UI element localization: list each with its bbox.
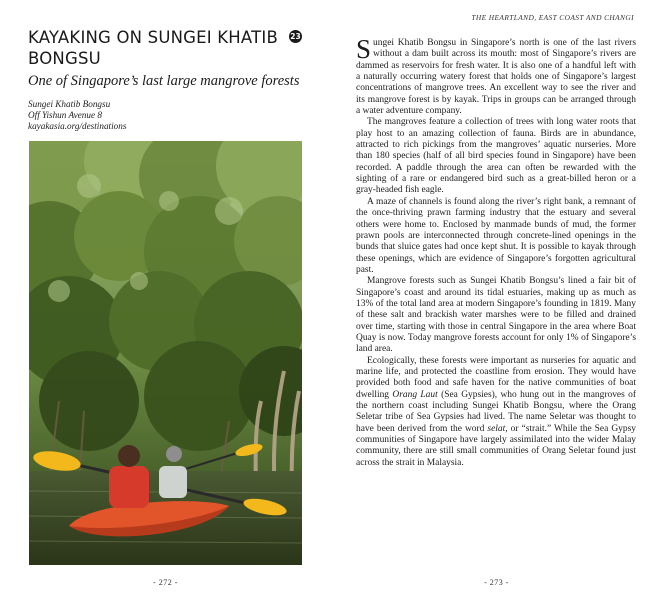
paragraph-4: Mangrove forests such as Sungei Khatib Bongsu’s lined a fair bit of Singapore’s coast and around its tidal estuaries, making up as much as 13% of the total land area at modern Singapore’s founding in 1819. Many of these salt and brackish water marshes were to be filled and drained over time, starting with those in central Singapore in the area where Boat Quay is now. Today mangrove forests account for only 1% of Singapore’s land area. bbox=[356, 276, 636, 355]
body-text bbox=[356, 34, 637, 469]
paragraph-1-text: ungei Khatib Bongsu in Singapore’s north is one of the last rivers without a dam built across its mouth: most of Singapore’s rivers are dammed as reservoirs for fresh water. It is also one of a handful left with a naturally occurring watery forest that holds one of Singapore’s largest concentrations of mangrove trees. An excellent way to see the river and its mangrove forest is by kayak. Trips in groups can be arranged through a water adventure company. bbox=[356, 38, 636, 117]
page-title: KAYAKING ON SUNGEI KHATIB BONGSU bbox=[28, 28, 278, 68]
entry-number-badge: 23 bbox=[290, 32, 301, 41]
address-line-website: kayakasia.org/destinations bbox=[28, 121, 127, 132]
address-block bbox=[28, 99, 228, 133]
page-number-right: - 273 - bbox=[484, 578, 509, 587]
drop-cap: S bbox=[356, 34, 372, 64]
paragraph-1 bbox=[356, 34, 636, 117]
paragraph-5-text-a: Ecologically, these forests were important as nurseries for aquatic and marine life, and protected the coastline from erosion. They would have provided both food and safe haven for the native communities of boat dwelling bbox=[356, 355, 636, 400]
subtitle: One of Singapore’s last large mangrove forests bbox=[28, 73, 300, 89]
right-page bbox=[331, 0, 662, 600]
kayak-mangrove-photo bbox=[29, 141, 302, 565]
paragraph-5-text-b: (Sea Gypsies), who hung out in the mangroves of the northern coast including Sungei Khatib Bongsu, where the Orang Seletar tribe of Sea Gypsies had lived. The name Seletar was thought to have been derived from the word bbox=[356, 389, 637, 434]
paragraph-5-italic-orang-laut: Orang Laut bbox=[392, 389, 438, 400]
paragraph-5-text-c: , or “strait.” While the Sea Gypsy communities of Singapore have largely assimilated into the wider Malay community, there are still small communities of Orang Seletar found just across the strait in Malaysia. bbox=[356, 423, 636, 468]
paragraph-5 bbox=[356, 356, 636, 469]
paragraph-2: The mangroves feature a collection of trees with long water roots that play host to an amazing collection of fauna. Birds are in abundance, attracted to rich pickings from the mangroves’ aquatic nurseries. More than 180 species (half of all bird species found in Singapore) have been recorded. A paddle through the area can often be rewarded with the sighting of a rare or endangered bird such as a great-billed heron or a gray-headed fish eagle. bbox=[356, 117, 636, 196]
paragraph-3: A maze of channels is found along the river’s right bank, a remnant of the once-thriving prawn farming industry that the estuary and several others were home to. Enclosed by manmade bunds of mud, the former prawn pools are interconnected through concrete-lined openings in the bunds that sluice gates had once kept shut. It is possible to kayak through these openings, which are evidence of Singapore’s forgotten agricultural past. bbox=[356, 196, 636, 275]
page-number-left: - 272 - bbox=[153, 578, 178, 587]
address-line-street: Off Yishun Avenue 8 bbox=[28, 110, 102, 121]
address-line-place: Sungei Khatib Bongsu bbox=[28, 99, 111, 109]
running-head: THE HEARTLAND, EAST COAST AND CHANGI bbox=[471, 13, 634, 22]
paragraph-5-italic-selat: selat bbox=[487, 423, 506, 434]
